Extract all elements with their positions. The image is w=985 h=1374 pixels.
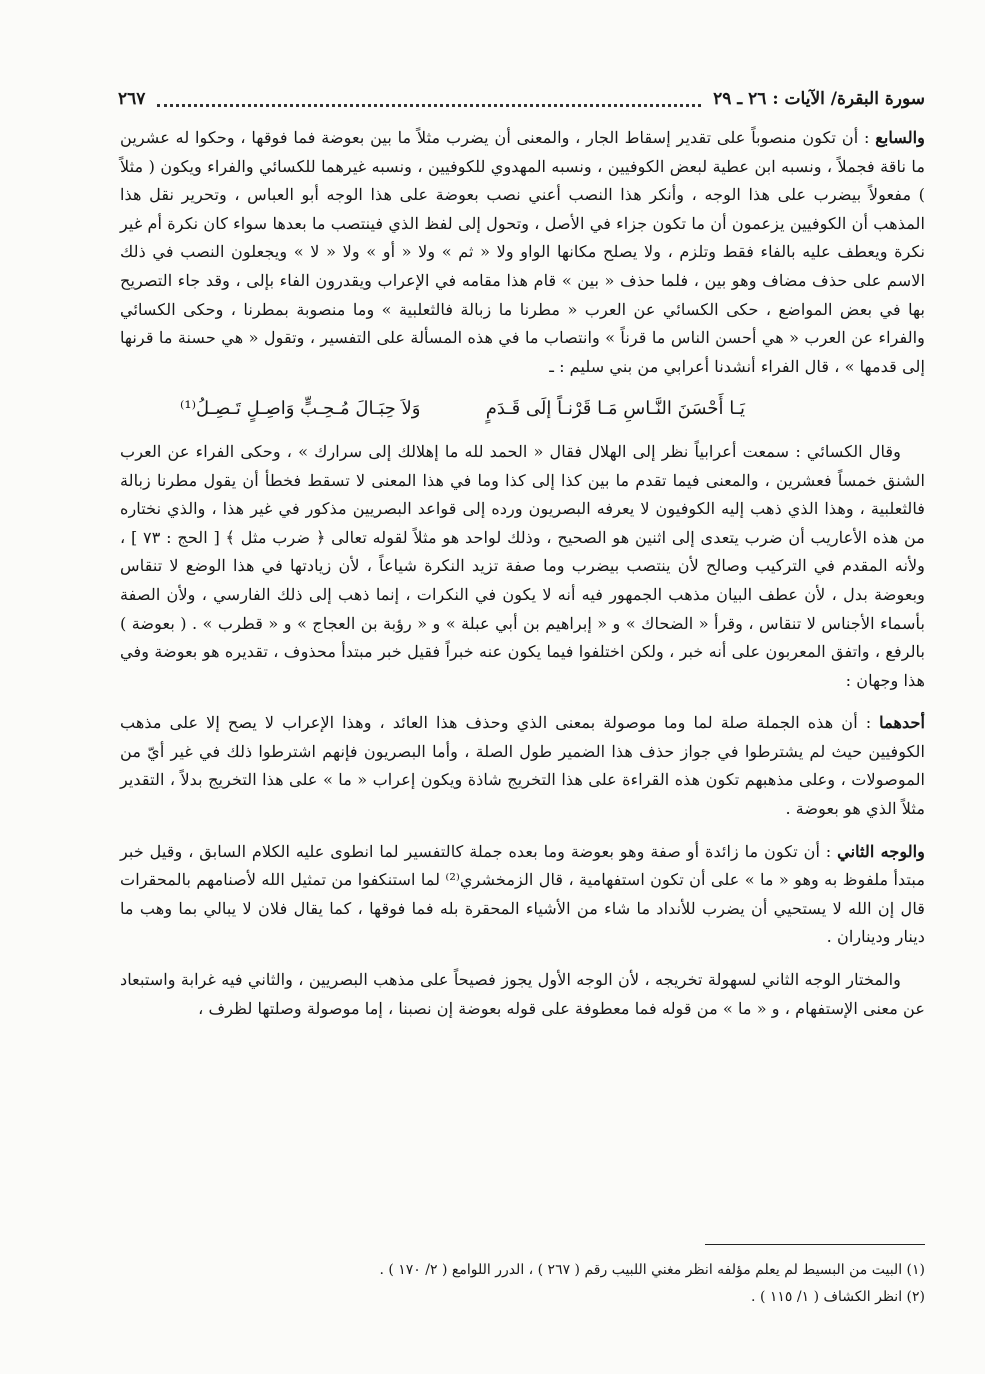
- paragraph-lead: والسابع: [875, 128, 925, 147]
- page-number: ٢٦٧: [118, 89, 146, 109]
- paragraph-lead: والوجه الثاني: [837, 841, 925, 861]
- paragraph-second-aspect: [120, 838, 925, 952]
- header-dotted-leader: [157, 92, 701, 107]
- paragraph-kisai: [120, 438, 925, 695]
- poetry-verse: [120, 381, 925, 438]
- main-text: [120, 124, 925, 1023]
- paragraph-text: : أن تكون منصوباً على تقدير إسقاط الجار ، والمعنى أن يضرب مثلاً ما بين بعوضة فما فوقها ، وحكوا له عشرين ما ناقة فجملاً ، ونسبه ابن عطية لبعض الكوفيين ، ونسبه المهدوي للكوفيين ، ونسبه غيرهما للكسائي والفراء ويكون ( مثلاً ) مفعولاً بيضرب على هذا الوجه ، وأنكر هذا النصب أعني نصب بعوضة على هذا الوجه أبو العباس ، وتحرير نقل هذا المذهب أن الكوفيين يزعمون أن ما تكون جزاء في الأصل ، وتحول إلى لفظ الذي فينتصب ما بعدها سواء كان نكرة أم غير نكرة ويعطف عليه بالفاء فقط وتلزم ، ولا يصلح مكانها الواو ولا « ثم » ولا « أو » ولا « لا » ويجعلون النصب في ذلك الاسم على حذف مضاف وهو بين ، فلما حذف « بين » قام هذا مقامه في الإعراب ويقدرون الفاء بإلى ، وقد جاء التصريح بها في بعض المواضع ، حكى الكسائي عن العرب « مطرنا ما زبالة فالثعلبية » وما منصوبة بمطرنا ، وحكى الكسائي والفراء عن العرب « هي أحسن الناس ما قرناً » وانتصاب ما في هذه المسألة على التفسير ، وتقول « هي حسنة ما قرنها إلى قدمها » ، قال الفراء أنشدنا أعرابي من بني سليم : ـ: [120, 128, 925, 376]
- footnote-rule: [705, 1244, 925, 1245]
- footnote-1: (١) البيت من البسيط لم يعلم مؤلفه انظر مغني اللبيب رقم ( ٢٦٧ ) ، الدرر اللوامع ( ٢/ ١٧٠ ) .: [379, 1262, 925, 1278]
- footnotes: [120, 1244, 925, 1311]
- footnote-2: (٢) انظر الكشاف ( ١/ ١١٥ ) .: [751, 1289, 925, 1305]
- paragraph-text: : أن تكون ما زائدة أو صفة وهو بعوضة وما بعده جملة كالتفسير لما انطوى عليه الكلام السابق ، وقيل خبر مبتدأ ملفوظ به وهو « ما » على أن تكون استفهامية ، قال الزمخشري⁽²⁾ لما استنكفوا من تمثيل الله لأصنامهم بالمحقرات قال إن الله لا يستحيي أن يضرب للأنداد ما شاء من الأشياء المحقرة بله فما فوقها ، كما يقال فلان لا يبالي بما وهب ما دينار وديناران .: [120, 841, 925, 947]
- verse-second-hemistich: وَلاَ حِبَـالَ مُـحِـبٍّ وَاصِـلٍ تَـصِـلُ⁽¹⁾: [180, 398, 421, 420]
- paragraph-preferred: [120, 966, 925, 1023]
- paragraph-text: : أن هذه الجملة صلة لما وما موصولة بمعنى الذي وحذف هذا العائد ، وهذا الإعراب لا يصح إلا على مذهب الكوفيين حيث لم يشترطوا في جواز حذف هذا الضمير طول الصلة ، وأما البصريون فإنهم اشترطوا ذلك في غير أيّ من الموصولات ، وعلى مذهبهم تكون هذه القراءة على هذا التخريج شاذة ويكون إعراب « ما » على هذا التخريج بدلاً ، التقدير مثلاً الذي هو بعوضة .: [120, 713, 925, 819]
- paragraph-first-aspect: [120, 709, 925, 823]
- paragraph-seventh: [120, 124, 925, 381]
- paragraph-text: وقال الكسائي : سمعت أعرابياً نظر إلى الهلال فقال « الحمد لله ما إهلالك إلى سرارك » ، وحكى الفراء عن العرب الشنق خمساً فعشرين ، والمعنى فيما تقدم ما بين كذا إلى كذا وما في هذا المعنى لا تسقط فخطأ أن يقول مطرنا زبالة فالثعلبية ، وهذا الذي ذهب إليه الكوفيون لا يعرفه البصريون ورده إلى قواعد البصريين مذكور في غير هذا ، والذي نختاره من هذه الأعاريب أن ضرب يتعدى إلى اثنين هو الصحيح ، وذلك لواحد هو مثلاً لقوله تعالى ﴿ ضرب مثل ﴾ [ الحج : ٧٣ ] ، ولأنه المقدم في التركيب وصالح لأن ينتصب بيضرب وما صفة تزيد النكرة شياعاً ، لأن زيادتها في هذا الوضع لا تنقاس وبعوضة بدل ، لأن عطف البيان مذهب الجمهور فيه أنه لا يكون في النكرات ، إنما ذهب إلى ذلك الفارسي ، ولأن الصفة بأسماء الأجناس لا تنقاس ، وقرأ « الضحاك » و « إبراهيم بن أبي عبلة » و « رؤبة بن العجاج » و « قطرب » . ( بعوضة ) بالرفع ، واتفق المعربون على أنه خبر ، ولكن اختلفوا فيما يكون عنه خبراً فقيل خبر مبتدأ محذوف ، تقديره هو بعوضة وفي هذا وجهان :: [120, 441, 925, 690]
- verse-first-hemistich: يَـا أَحْسَنَ النَّـاسِ مَـا قَرْنـاً إلَى قَـدَمٍ: [485, 398, 745, 420]
- surah-title: سورة البقرة/ الآيات : ٢٦ ـ ٢٩: [713, 89, 925, 109]
- paragraph-text: والمختار الوجه الثاني لسهولة تخريجه ، لأن الوجه الأول يجوز فصيحاً على مذهب البصريين ، والثاني فيه غرابة واستبعاد عن معنى الإستفهام ، و « ما » من قوله فما معطوفة على قوله بعوضة إن نصبنا ، إما موصولة وصلتها لظرف ،: [120, 970, 925, 1018]
- running-header: [118, 84, 925, 114]
- paragraph-lead: أحدهما: [879, 713, 925, 733]
